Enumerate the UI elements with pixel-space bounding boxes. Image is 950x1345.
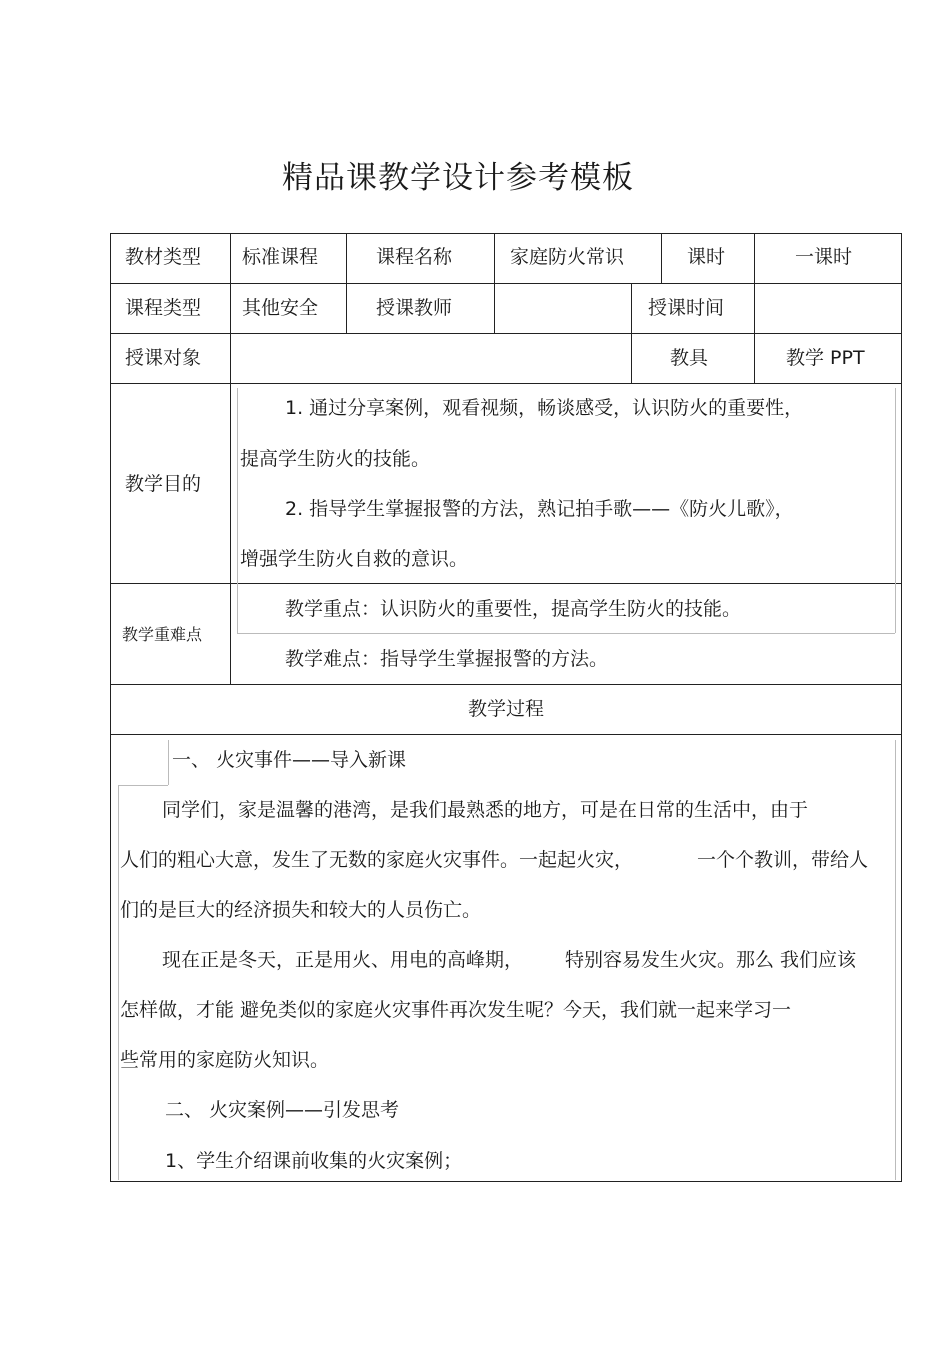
label-audience: 授课对象 bbox=[125, 347, 202, 369]
period-value: 一课时 bbox=[795, 246, 853, 268]
page-title: 精品课教学设计参考模板 bbox=[282, 160, 634, 196]
paragraph-line: 特别容易发生火灾。那么 我们应该 bbox=[565, 949, 857, 971]
column-divider bbox=[346, 233, 347, 333]
label-course-type: 课程类型 bbox=[125, 297, 202, 319]
table-border-bottom bbox=[110, 1181, 902, 1182]
row-divider bbox=[110, 333, 902, 334]
column-divider bbox=[661, 233, 662, 283]
goal-line: 增强学生防火自救的意识。 bbox=[240, 548, 469, 570]
label-teaching-goals: 教学目的 bbox=[125, 473, 202, 495]
column-divider bbox=[494, 233, 495, 333]
label-teaching-tools: 教具 bbox=[670, 347, 709, 369]
inner-divider bbox=[237, 388, 238, 633]
column-divider bbox=[754, 233, 755, 383]
column-divider bbox=[631, 283, 632, 383]
goal-line: 提高学生防火的技能。 bbox=[240, 448, 431, 470]
paragraph-line: 一个个教训，带给人 bbox=[697, 849, 869, 871]
label-course-name: 课程名称 bbox=[376, 246, 453, 268]
inner-divider bbox=[237, 633, 895, 634]
label-teaching-time: 授课时间 bbox=[648, 297, 725, 319]
inner-divider bbox=[895, 388, 896, 633]
goal-line: 2. 指导学生掌握报警的方法，熟记拍手歌——《防火儿歌》， bbox=[285, 498, 794, 520]
row-divider bbox=[110, 583, 902, 584]
inner-divider bbox=[118, 785, 168, 786]
list-item: 1、学生介绍课前收集的火灾案例； bbox=[165, 1150, 463, 1172]
teaching-difficulty: 教学难点：指导学生掌握报警的方法。 bbox=[285, 648, 609, 670]
course-type-value: 其他安全 bbox=[242, 297, 319, 319]
paragraph-line: 们的是巨大的经济损失和较大的人员伤亡。 bbox=[120, 899, 482, 921]
paragraph-line: 现在正是冬天，正是用火、用电的高峰期， bbox=[162, 949, 524, 971]
section-heading: 一、 火灾事件——导入新课 bbox=[172, 749, 407, 771]
row-divider bbox=[110, 383, 902, 384]
inner-divider bbox=[168, 740, 169, 785]
paragraph-line: 同学们，家是温馨的港湾，是我们最熟悉的地方，可是在日常的生活中，由于 bbox=[162, 799, 809, 821]
label-period: 课时 bbox=[687, 246, 726, 268]
material-type-value: 标准课程 bbox=[242, 246, 319, 268]
paragraph-line: 人们的粗心大意，发生了无数的家庭火灾事件。一起起火灾， bbox=[120, 849, 634, 871]
paragraph-line: 怎样做，才能 避免类似的家庭火灾事件再次发生呢？今天，我们就一起来学习一 bbox=[120, 999, 792, 1021]
inner-divider bbox=[895, 740, 896, 1180]
label-material-type: 教材类型 bbox=[125, 246, 202, 268]
section-heading: 二、 火灾案例——引发思考 bbox=[165, 1099, 400, 1121]
label-key-points: 教学重难点 bbox=[122, 625, 203, 644]
process-header: 教学过程 bbox=[467, 698, 544, 720]
goal-line: 1. 通过分享案例，观看视频，畅谈感受，认识防火的重要性， bbox=[285, 397, 804, 419]
paragraph-line: 些常用的家庭防火知识。 bbox=[120, 1049, 330, 1071]
row-divider bbox=[110, 684, 902, 685]
teaching-tools-value: 教学 PPT bbox=[786, 347, 865, 369]
column-divider bbox=[230, 233, 231, 684]
course-name-value: 家庭防火常识 bbox=[510, 246, 625, 268]
inner-divider bbox=[118, 785, 119, 1180]
row-divider bbox=[110, 734, 902, 735]
label-teacher: 授课教师 bbox=[376, 297, 453, 319]
teaching-focus: 教学重点：认识防火的重要性，提高学生防火的技能。 bbox=[285, 598, 742, 620]
table-border-top bbox=[110, 233, 902, 234]
row-divider bbox=[110, 283, 902, 284]
